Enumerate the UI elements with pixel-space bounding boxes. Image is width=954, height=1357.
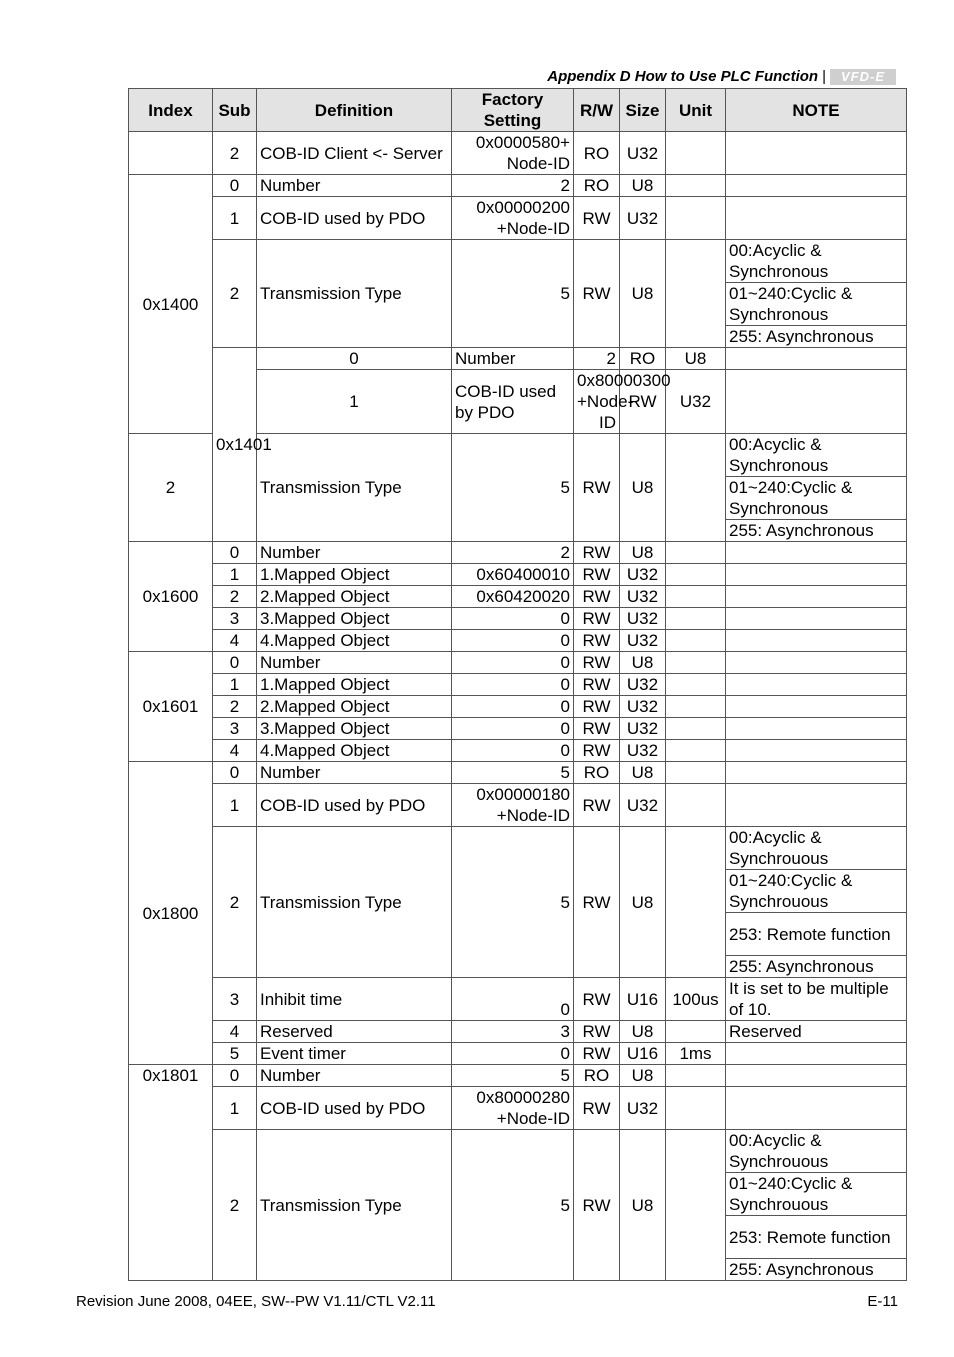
table-row [129, 197, 907, 240]
table-row [129, 1065, 907, 1087]
definition-cell: 4.Mapped Object [257, 630, 452, 652]
sub-cell: 2 [213, 696, 257, 718]
rw-cell: RW [574, 1043, 620, 1065]
index-cell: 0x1800 [129, 762, 213, 1065]
page-footer [76, 1293, 898, 1310]
definition-cell: Reserved [257, 1021, 452, 1043]
rw-cell: RW [574, 586, 620, 608]
unit-cell [666, 197, 726, 240]
table-row [129, 827, 907, 870]
size-cell: U8 [620, 1130, 666, 1281]
table-row [129, 608, 907, 630]
table-row [129, 586, 907, 608]
rw-cell: RW [620, 370, 666, 434]
rw-cell: RW [574, 740, 620, 762]
sub-cell: 0 [213, 175, 257, 197]
definition-cell: Number [257, 652, 452, 674]
unit-cell [666, 696, 726, 718]
col-header-size: Size [620, 89, 666, 132]
unit-cell [666, 784, 726, 827]
object-dictionary-table [128, 88, 907, 1281]
setting-cell: 2 [452, 542, 574, 564]
rw-cell: RW [574, 978, 620, 1021]
table-row [129, 240, 907, 283]
unit-cell [666, 718, 726, 740]
col-header-sub: Sub [213, 89, 257, 132]
note-cell [726, 740, 907, 762]
unit-cell [666, 827, 726, 978]
rw-cell: RW [574, 718, 620, 740]
unit-cell [666, 1065, 726, 1087]
note-cell [726, 564, 907, 586]
definition-cell: 2.Mapped Object [257, 586, 452, 608]
size-cell: U32 [620, 696, 666, 718]
note-cell: 00:Acyclic & Synchrouous [726, 1130, 907, 1173]
rw-cell: RW [574, 434, 620, 542]
setting-cell: 0 [452, 718, 574, 740]
unit-cell [666, 608, 726, 630]
rw-cell: RW [574, 827, 620, 978]
table-row [129, 696, 907, 718]
setting-cell: 0 [452, 696, 574, 718]
definition-cell: COB-ID used by PDO [452, 370, 574, 434]
sub-cell: 2 [213, 827, 257, 978]
note-cell [726, 762, 907, 784]
note-cell: 255: Asynchronous [726, 956, 907, 978]
setting-cell: 5 [452, 1130, 574, 1281]
setting-cell: 0 [452, 630, 574, 652]
setting-cell: 2 [574, 348, 620, 370]
sub-cell: 0 [257, 348, 452, 370]
unit-cell [666, 762, 726, 784]
sub-cell: 3 [213, 718, 257, 740]
setting-cell: 0x00000180 +Node-ID [452, 784, 574, 827]
setting-cell: 3 [452, 1021, 574, 1043]
rw-cell: RW [574, 197, 620, 240]
sub-cell: 4 [213, 630, 257, 652]
size-cell: U8 [620, 827, 666, 978]
index-cell: 0x1600 [129, 542, 213, 652]
definition-cell: Transmission Type [257, 1130, 452, 1281]
sub-cell: 2 [213, 240, 257, 348]
size-cell: U16 [620, 1043, 666, 1065]
sub-cell: 4 [213, 740, 257, 762]
index-cell: 0x1601 [129, 652, 213, 762]
rw-cell: RW [574, 652, 620, 674]
note-cell [726, 608, 907, 630]
definition-cell: 3.Mapped Object [257, 718, 452, 740]
table-row [129, 348, 907, 370]
rw-cell: RW [574, 240, 620, 348]
unit-cell [666, 542, 726, 564]
size-cell: U8 [620, 175, 666, 197]
definition-cell: 4.Mapped Object [257, 740, 452, 762]
rw-cell: RW [574, 630, 620, 652]
note-cell [726, 630, 907, 652]
note-cell: It is set to be multiple of 10. [726, 978, 907, 1021]
note-cell: 01~240:Cyclic & Synchrouous [726, 870, 907, 913]
unit-cell [666, 1130, 726, 1281]
setting-cell: 0x80000300 +Node-ID [574, 370, 620, 434]
note-cell: 01~240:Cyclic & Synchronous [726, 477, 907, 520]
rw-cell: RW [574, 608, 620, 630]
page-number: E-11 [867, 1293, 898, 1310]
rw-cell: RO [574, 132, 620, 175]
rw-cell: RW [574, 674, 620, 696]
revision-text: Revision June 2008, 04EE, SW--PW V1.11/CTL V2.11 [76, 1293, 436, 1310]
unit-cell [666, 630, 726, 652]
note-cell: 253: Remote function [726, 1216, 907, 1259]
unit-cell [666, 1021, 726, 1043]
rw-cell: RO [620, 348, 666, 370]
vfd-logo: VFD-E [830, 69, 896, 85]
note-cell [726, 175, 907, 197]
definition-cell: Inhibit time [257, 978, 452, 1021]
sub-cell: 1 [213, 564, 257, 586]
note-cell: 00:Acyclic & Synchrouous [726, 827, 907, 870]
size-cell: U32 [620, 740, 666, 762]
table-row [129, 542, 907, 564]
table-row [129, 652, 907, 674]
size-cell: U32 [620, 718, 666, 740]
sub-cell: 5 [213, 1043, 257, 1065]
setting-cell: 5 [452, 762, 574, 784]
size-cell: U32 [620, 784, 666, 827]
rw-cell: RW [574, 1021, 620, 1043]
note-cell: 255: Asynchronous [726, 520, 907, 542]
setting-cell: 0x60400010 [452, 564, 574, 586]
setting-cell: 0 [452, 608, 574, 630]
size-cell: U8 [620, 1065, 666, 1087]
definition-cell: Number [452, 348, 574, 370]
size-cell: U32 [666, 370, 726, 434]
setting-cell: 0 [452, 674, 574, 696]
setting-cell: 0x0000580+ Node-ID [452, 132, 574, 175]
sub-cell: 0 [213, 542, 257, 564]
unit-cell [666, 1087, 726, 1130]
table-row [129, 1087, 907, 1130]
size-cell: U32 [620, 564, 666, 586]
note-cell: 00:Acyclic & Synchronous [726, 240, 907, 283]
unit-cell [666, 586, 726, 608]
size-cell: U8 [620, 542, 666, 564]
table-row [129, 1021, 907, 1043]
setting-cell: 5 [452, 434, 574, 542]
table-row [129, 1130, 907, 1173]
rw-cell: RW [574, 1087, 620, 1130]
table-row [129, 630, 907, 652]
sub-cell: 1 [213, 1087, 257, 1130]
unit-cell: 1ms [666, 1043, 726, 1065]
table-row [129, 718, 907, 740]
note-cell: 01~240:Cyclic & Synchronous [726, 283, 907, 326]
sub-cell: 2 [213, 132, 257, 175]
unit-cell [666, 434, 726, 542]
unit-cell [726, 348, 907, 370]
note-cell [726, 1065, 907, 1087]
table-row [129, 784, 907, 827]
definition-cell: Number [257, 1065, 452, 1087]
rw-cell: RW [574, 784, 620, 827]
size-cell: U32 [620, 586, 666, 608]
sub-cell: 2 [129, 434, 213, 542]
setting-cell: 0 [452, 652, 574, 674]
col-header-factory-setting: Factory Setting [452, 89, 574, 132]
table-row [129, 175, 907, 197]
size-cell: U8 [620, 1021, 666, 1043]
note-cell: 255: Asynchronous [726, 326, 907, 348]
unit-cell [666, 132, 726, 175]
size-cell: U32 [620, 608, 666, 630]
unit-cell [666, 240, 726, 348]
unit-cell [666, 674, 726, 696]
table-row [129, 564, 907, 586]
note-cell [726, 197, 907, 240]
size-cell: U8 [620, 434, 666, 542]
size-cell: U32 [620, 1087, 666, 1130]
size-cell: U8 [620, 652, 666, 674]
note-cell [726, 1043, 907, 1065]
table-row [129, 1043, 907, 1065]
note-cell [726, 652, 907, 674]
sub-cell: 3 [213, 608, 257, 630]
definition-cell: 3.Mapped Object [257, 608, 452, 630]
size-cell: U8 [620, 240, 666, 348]
note-cell [726, 696, 907, 718]
note-cell [726, 674, 907, 696]
header-separator: | [822, 68, 826, 85]
sub-cell: 3 [213, 978, 257, 1021]
note-cell [726, 132, 907, 175]
definition-cell: Number [257, 542, 452, 564]
unit-cell [666, 564, 726, 586]
setting-cell: 0x00000200 +Node-ID [452, 197, 574, 240]
size-cell: U32 [620, 630, 666, 652]
setting-cell: 0 [452, 1043, 574, 1065]
table-row [129, 132, 907, 175]
index-cell: 0x1801 [129, 1065, 213, 1281]
col-header-definition: Definition [257, 89, 452, 132]
unit-cell [666, 740, 726, 762]
note-cell: 00:Acyclic & Synchronous [726, 434, 907, 477]
definition-cell: 1.Mapped Object [257, 674, 452, 696]
table-row [129, 674, 907, 696]
note-cell [726, 586, 907, 608]
setting-cell: 0x60420020 [452, 586, 574, 608]
sub-cell: 1 [213, 784, 257, 827]
setting-cell: 0 [452, 740, 574, 762]
rw-cell: RW [574, 1130, 620, 1281]
setting-cell: 5 [452, 1065, 574, 1087]
table-row [129, 978, 907, 1021]
definition-cell: COB-ID used by PDO [257, 197, 452, 240]
size-cell: U8 [666, 348, 726, 370]
setting-cell: 5 [452, 240, 574, 348]
unit-cell [666, 652, 726, 674]
rw-cell: RW [574, 542, 620, 564]
index-cell [129, 132, 213, 175]
note-cell [726, 784, 907, 827]
col-header-rw: R/W [574, 89, 620, 132]
header-title: Appendix D How to Use PLC Function [547, 68, 819, 85]
sub-cell: 4 [213, 1021, 257, 1043]
definition-cell: 1.Mapped Object [257, 564, 452, 586]
note-cell [726, 1087, 907, 1130]
col-header-note: NOTE [726, 89, 907, 132]
col-header-index: Index [129, 89, 213, 132]
table-row [129, 762, 907, 784]
unit-cell: 100us [666, 978, 726, 1021]
note-cell: 01~240:Cyclic & Synchrouous [726, 1173, 907, 1216]
sub-cell: 0 [213, 762, 257, 784]
page-header [547, 68, 896, 85]
setting-cell: 0 [452, 978, 574, 1021]
rw-cell: RO [574, 762, 620, 784]
table-row [129, 740, 907, 762]
sub-cell: 1 [213, 197, 257, 240]
size-cell: U8 [620, 762, 666, 784]
unit-cell [726, 370, 907, 434]
sub-cell: 2 [213, 1130, 257, 1281]
definition-cell: 2.Mapped Object [257, 696, 452, 718]
definition-cell: COB-ID used by PDO [257, 1087, 452, 1130]
index-cell: 0x1401 [213, 348, 257, 542]
definition-cell: COB-ID Client <- Server [257, 132, 452, 175]
setting-cell: 2 [452, 175, 574, 197]
sub-cell: 2 [213, 586, 257, 608]
rw-cell: RO [574, 175, 620, 197]
size-cell: U32 [620, 132, 666, 175]
definition-cell: Transmission Type [257, 827, 452, 978]
sub-cell: 1 [213, 674, 257, 696]
note-cell: Reserved [726, 1021, 907, 1043]
definition-cell: Transmission Type [257, 434, 452, 542]
sub-cell: 0 [213, 652, 257, 674]
rw-cell: RW [574, 564, 620, 586]
rw-cell: RO [574, 1065, 620, 1087]
rw-cell: RW [574, 696, 620, 718]
setting-cell: 5 [452, 827, 574, 978]
size-cell: U16 [620, 978, 666, 1021]
definition-cell: Number [257, 175, 452, 197]
note-cell: 253: Remote function [726, 913, 907, 956]
definition-cell: Event timer [257, 1043, 452, 1065]
col-header-unit: Unit [666, 89, 726, 132]
size-cell: U32 [620, 674, 666, 696]
setting-cell: 0x80000280 +Node-ID [452, 1087, 574, 1130]
index-cell: 0x1400 [129, 175, 213, 434]
note-cell [726, 542, 907, 564]
note-cell [726, 718, 907, 740]
definition-cell: COB-ID used by PDO [257, 784, 452, 827]
table-header-row [129, 89, 907, 132]
definition-cell: Number [257, 762, 452, 784]
size-cell: U32 [620, 197, 666, 240]
note-cell: 255: Asynchronous [726, 1259, 907, 1281]
definition-cell: Transmission Type [257, 240, 452, 348]
unit-cell [666, 175, 726, 197]
sub-cell: 1 [257, 370, 452, 434]
sub-cell: 0 [213, 1065, 257, 1087]
